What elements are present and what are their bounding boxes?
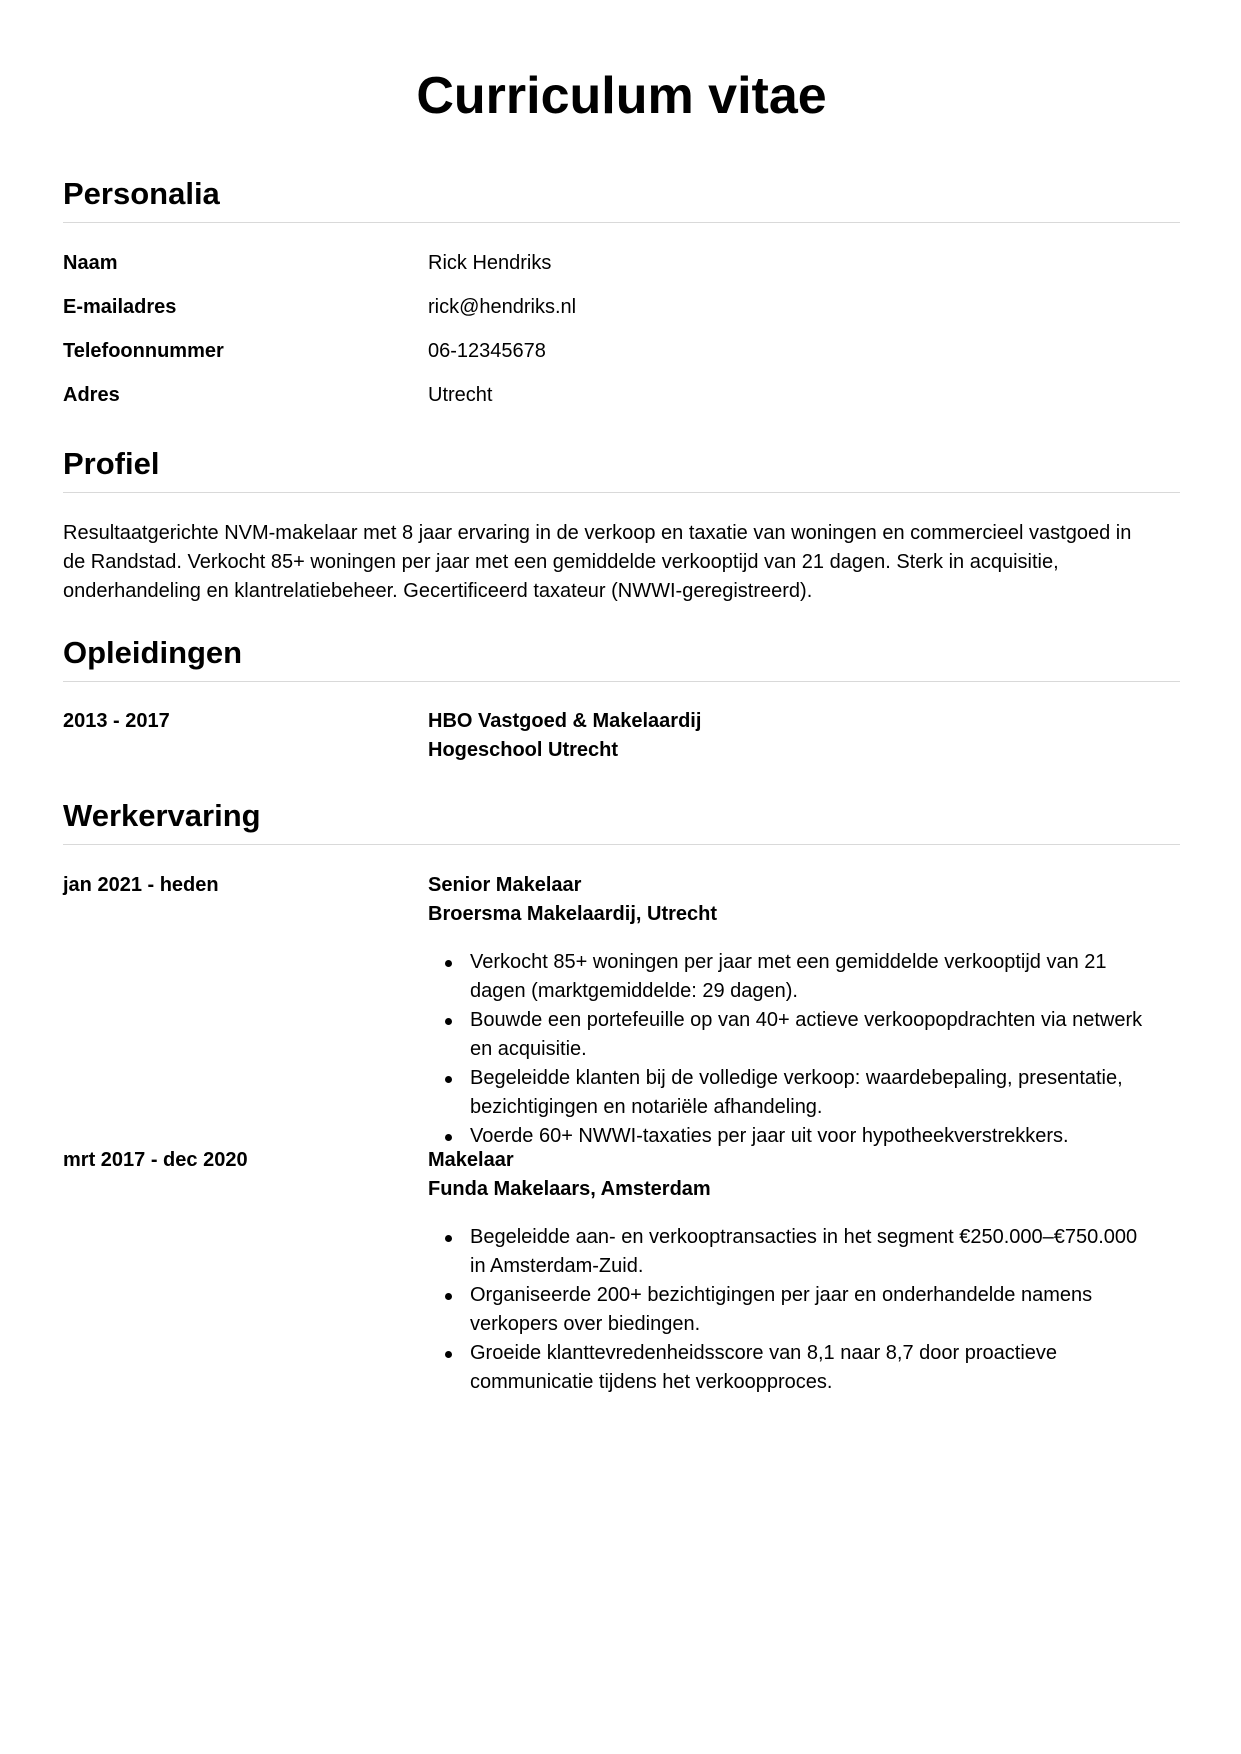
field-value: 06-12345678 [428, 340, 546, 362]
bullet-line: bezichtigingen en notariële afhandeling. [470, 1096, 823, 1118]
list-item [470, 1064, 1222, 1122]
field-value: Rick Hendriks [428, 252, 552, 274]
bullet-line: Verkocht 85+ woningen per jaar met een gemiddelde verkooptijd van 21 [470, 951, 1107, 973]
document-title: Curriculum vitae [416, 67, 827, 125]
job-company: Broersma Makelaardij, Utrecht [428, 903, 718, 925]
bullet-line: Organiseerde 200+ bezichtigingen per jaar en onderhandelde namens [470, 1284, 1093, 1306]
section-divider [63, 844, 1180, 845]
job-details [428, 1146, 711, 1204]
field-label: Telefoonnummer [63, 340, 224, 362]
bullet-line: Voerde 60+ NWWI-taxaties per jaar uit voor hypotheekverstrekkers. [470, 1125, 1069, 1147]
section-divider [63, 222, 1180, 223]
education-institution: Hogeschool Utrecht [428, 739, 619, 761]
section-heading-opleidingen: Opleidingen [63, 635, 243, 670]
field-value: Utrecht [428, 384, 493, 406]
field-label: Adres [63, 384, 120, 406]
bullet-line: Bouwde een portefeuille op van 40+ actieve verkoopopdrachten via netwerk [470, 1009, 1143, 1031]
bullet-line: Begeleidde klanten bij de volledige verkoop: waardebepaling, presentatie, [470, 1067, 1123, 1089]
job-achievements-list [428, 1223, 1222, 1397]
section-heading-personalia: Personalia [63, 176, 220, 211]
job-details [428, 871, 717, 929]
list-item [470, 1006, 1222, 1064]
job-company: Funda Makelaars, Amsterdam [428, 1178, 711, 1200]
field-label: Naam [63, 252, 118, 274]
section-divider [63, 492, 1180, 493]
profile-line: de Randstad. Verkocht 85+ woningen per jaar met een gemiddelde verkooptijd van 21 dagen. Sterk in acquisitie, [63, 551, 1059, 573]
profile-line: onderhandeling en klantrelatiebeheer. Gecertificeerd taxateur (NWWI-geregistreerd). [63, 580, 813, 602]
list-item [470, 948, 1222, 1006]
profile-summary [63, 519, 1180, 606]
bullet-line: communicatie tijdens het verkoopproces. [470, 1371, 833, 1393]
job-period: jan 2021 - heden [63, 874, 219, 896]
profile-line: Resultaatgerichte NVM-makelaar met 8 jaar ervaring in de verkoop en taxatie van woningen en commercieel vastgoed in [63, 522, 1132, 544]
job-achievements-list [428, 948, 1222, 1151]
job-period: mrt 2017 - dec 2020 [63, 1149, 248, 1171]
job-role: Senior Makelaar [428, 874, 582, 896]
bullet-line: dagen (marktgemiddelde: 29 dagen). [470, 980, 798, 1002]
list-item [470, 1339, 1222, 1397]
job-role: Makelaar [428, 1149, 514, 1171]
list-item [470, 1223, 1222, 1281]
section-heading-werkervaring: Werkervaring [63, 798, 261, 833]
bullet-line: en acquisitie. [470, 1038, 587, 1060]
bullet-line: Groeide klanttevredenheidsscore van 8,1 naar 8,7 door proactieve [470, 1342, 1058, 1364]
list-item [470, 1281, 1222, 1339]
education-period: 2013 - 2017 [63, 710, 170, 732]
bullet-line: Begeleidde aan- en verkooptransacties in het segment €250.000–€750.000 [470, 1226, 1138, 1248]
bullet-line: in Amsterdam-Zuid. [470, 1255, 644, 1277]
field-label: E-mailadres [63, 296, 177, 318]
education-title: HBO Vastgoed & Makelaardij [428, 710, 702, 732]
bullet-line: verkopers over biedingen. [470, 1313, 701, 1335]
section-divider [63, 681, 1180, 682]
field-value: rick@hendriks.nl [428, 296, 577, 318]
section-heading-profiel: Profiel [63, 446, 160, 481]
education-details [428, 707, 701, 765]
